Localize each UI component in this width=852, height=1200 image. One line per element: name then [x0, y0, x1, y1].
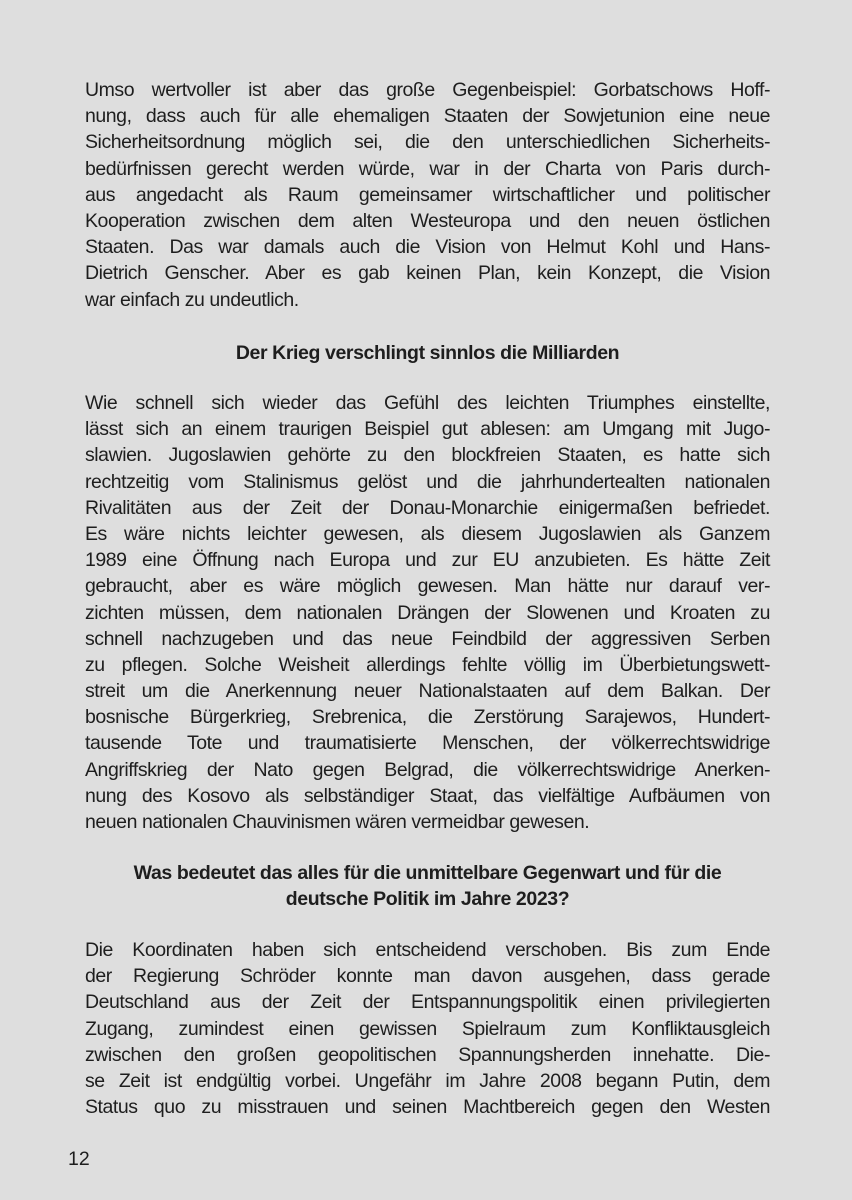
text-line: Deutschland aus der Zeit der Entspannungspolitik einen privilegierten [85, 991, 770, 1014]
text-line: tausende Tote und traumatisierte Menschen, der völkerrechtswidrige [85, 732, 770, 755]
paragraph-gorbatschow [85, 77, 770, 313]
text-line: neuen nationalen Chauvinismen wären vermeidbar gewesen. [85, 811, 590, 833]
text-line: Staaten. Das war damals auch die Vision von Helmut Kohl und Hans- [85, 236, 770, 259]
paragraph-jugoslawien [85, 390, 770, 835]
text-line: Es wäre nichts leichter gewesen, als diesem Jugoslawien als Ganzem [85, 522, 770, 545]
text-line: Sicherheitsordnung möglich sei, die den unterschiedlichen Sicherheits- [85, 131, 770, 154]
text-line: Kooperation zwischen dem alten Westeuropa und den neuen östlichen [85, 209, 770, 232]
text-line: schnell nachzugeben und das neue Feindbild der aggressiven Serben [85, 627, 770, 650]
text-line: bosnische Bürgerkrieg, Srebrenica, die Zerstörung Sarajewos, Hundert- [85, 706, 770, 729]
text-line: Zugang, zumindest einen gewissen Spielraum zum Konfliktausgleich [85, 1017, 770, 1040]
text-line: se Zeit ist endgültig vorbei. Ungefähr im Jahre 2008 begann Putin, dem [85, 1069, 770, 1092]
text-line: Die Koordinaten haben sich entscheidend verschoben. Bis zum Ende [85, 939, 770, 961]
text-line: Status quo zu misstrauen und seinen Machtbereich gegen den Westen [85, 1096, 770, 1119]
text-line: nung, dass auch für alle ehemaligen Staaten der Sowjetunion eine neue [85, 105, 770, 128]
text-line: lässt sich an einem traurigen Beispiel gut ablesen: am Umgang mit Jugo- [85, 418, 770, 441]
text-line: slawien. Jugoslawien gehörte zu den blockfreien Staaten, es hatte sich [85, 444, 770, 467]
text-line: rechtzeitig vom Stalinismus gelöst und die jahrhundertealten nationalen [85, 470, 770, 493]
section-heading-krieg [85, 340, 770, 366]
text-line: Wie schnell sich wieder das Gefühl des leichten Triumphes einstellte, [85, 392, 770, 414]
text-line: Angriffskrieg der Nato gegen Belgrad, die völkerrechtswidrige Anerken- [85, 758, 770, 781]
text-line: 1989 eine Öffnung nach Europa und zur EU anzubieten. Es hätte Zeit [85, 549, 770, 572]
page-number: 12 [68, 1148, 90, 1170]
text-line: bedürfnissen gerecht werden würde, war in der Charta von Paris durch- [85, 157, 770, 180]
text-line: Rivalitäten aus der Zeit der Donau-Monarchie einigermaßen befriedet. [85, 496, 770, 519]
text-line: zwischen den großen geopolitischen Spannungsherden innehatte. Die- [85, 1043, 770, 1066]
text-line: zichten müssen, dem nationalen Drängen der Slowenen und Kroaten zu [85, 601, 770, 624]
paragraph-koordinaten [85, 937, 770, 1120]
text-line: Der Krieg verschlingt sinnlos die Milliarden [235, 342, 620, 364]
text-line: nung des Kosovo als selbständiger Staat, das vielfältige Aufbäumen von [85, 784, 770, 807]
section-heading-gegenwart [85, 860, 770, 912]
text-line: deutsche Politik im Jahre 2023? [285, 888, 570, 911]
text-line: Dietrich Genscher. Aber es gab keinen Plan, kein Konzept, die Vision [85, 262, 770, 285]
text-line: der Regierung Schröder konnte man davon ausgehen, dass gerade [85, 965, 770, 988]
text-line: streit um die Anerkennung neuer Nationalstaaten auf dem Balkan. Der [85, 680, 770, 703]
text-line: Was bedeutet das alles für die unmittelbare Gegenwart und für die [133, 862, 722, 884]
text-line: zu pflegen. Solche Weisheit allerdings fehlte völlig im Überbietungswett- [85, 653, 770, 676]
text-line: Umso wertvoller ist aber das große Gegenbeispiel: Gorbatschows Hoff- [85, 79, 770, 101]
text-line: war einfach zu undeutlich. [85, 288, 299, 311]
text-line: aus angedacht als Raum gemeinsamer wirtschaftlicher und politischer [85, 183, 770, 206]
text-line: gebraucht, aber es wäre möglich gewesen. Man hätte nur darauf ver- [85, 575, 770, 598]
